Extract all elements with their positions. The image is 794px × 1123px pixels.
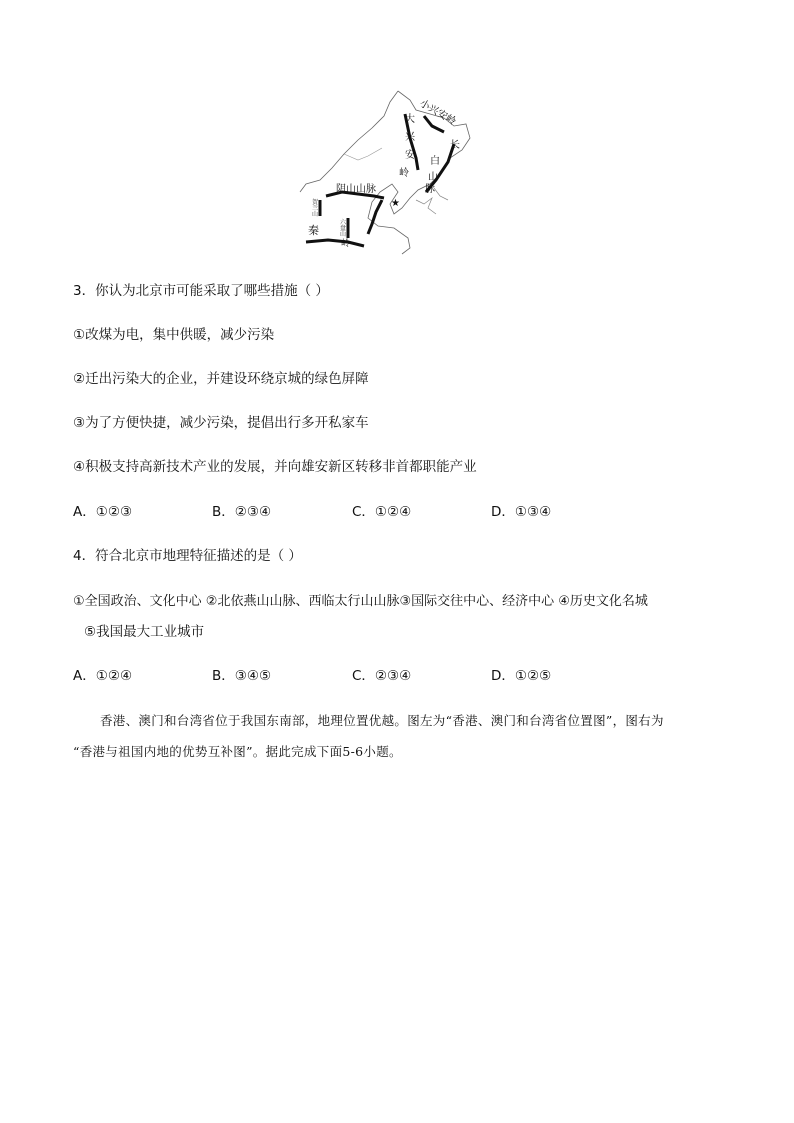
label-daxinganling-4: 岭 (399, 168, 409, 179)
label-xiaoxinganling: 小兴安岭 (417, 98, 458, 128)
label-daxinganling-3: 安 (405, 150, 415, 161)
label-yinshan: 阴山山脉 (336, 184, 376, 195)
korea-coast (434, 188, 448, 200)
label-liupanshan-1: 六 (340, 219, 347, 226)
passage-line-2: “香港与祖国内地的优势互补图”。据此完成下面5-6小题。 (73, 744, 402, 759)
label-helanshan-1: 贺 (312, 199, 319, 206)
q4-items-line-2: ⑤我国最大工业城市 (84, 624, 205, 640)
q3-option-b[interactable]: B．②③④ (212, 504, 272, 520)
q4-option-c[interactable]: C．②③④ (352, 668, 412, 684)
q3-option-d[interactable]: D．①③④ (491, 504, 552, 520)
label-helanshan-3: 山 (312, 211, 319, 218)
liaodong-coast (416, 198, 436, 214)
q4-items-line-1: ①全国政治、文化中心 ②北依燕山山脉、西临太行山山脉③国际交往中心、经济中心 ④历史文化名城 (73, 594, 648, 609)
label-helanshan-2: 兰 (312, 205, 319, 212)
q3-item-4: ④积极支持高新技术产业的发展，并向雄安新区转移非首都职能产业 (73, 459, 477, 475)
qinling-range (306, 240, 364, 246)
label-changbaishan-3: 山 (428, 172, 438, 183)
q4-option-b[interactable]: B．③④⑤ (212, 668, 272, 684)
q4-stem: 4．符合北京市地理特征描述的是（ ） (73, 548, 302, 564)
label-qinling-2: 岭 (341, 239, 351, 249)
label-daxinganling-2: 兴 (405, 132, 415, 143)
label-changbaishan-1: 长 (450, 140, 460, 151)
q3-item-2: ②迁出污染大的企业，并建设环绕京城的绿色屏障 (73, 371, 369, 387)
q4-option-d[interactable]: D．①②⑤ (491, 668, 552, 684)
q3-option-c[interactable]: C．①②④ (352, 504, 412, 520)
q3-item-1: ①改煤为电，集中供暖，减少污染 (73, 327, 275, 343)
beijing-star-icon: ★ (391, 198, 400, 209)
map-svg (298, 88, 478, 263)
q4-option-a[interactable]: A．①②④ (73, 668, 133, 684)
q3-item-3: ③为了方便快捷，减少污染，提倡出行多开私家车 (73, 415, 369, 431)
label-changbaishan-2: 白 (430, 156, 440, 167)
taihangshan-range (368, 200, 382, 234)
label-liupanshan-2: 盘 (340, 225, 347, 232)
label-daxinganling-1: 大 (405, 114, 415, 125)
q3-stem: 3．你认为北京市可能采取了哪些措施（ ） (73, 283, 329, 299)
western-border (300, 91, 398, 192)
label-liupanshan-3: 山 (340, 231, 347, 238)
label-qinling-1: 秦 (308, 224, 319, 237)
label-changbaishan-4: 脉 (425, 184, 435, 195)
inner-border (344, 148, 382, 160)
q3-option-a[interactable]: A．①②③ (73, 504, 133, 520)
passage-line-1: 香港、澳门和台湾省位于我国东南部，地理位置优越。图左为“香港、澳门和台湾省位置图”，图右为 (100, 713, 664, 728)
northeast-china-mountains-map (298, 88, 478, 263)
